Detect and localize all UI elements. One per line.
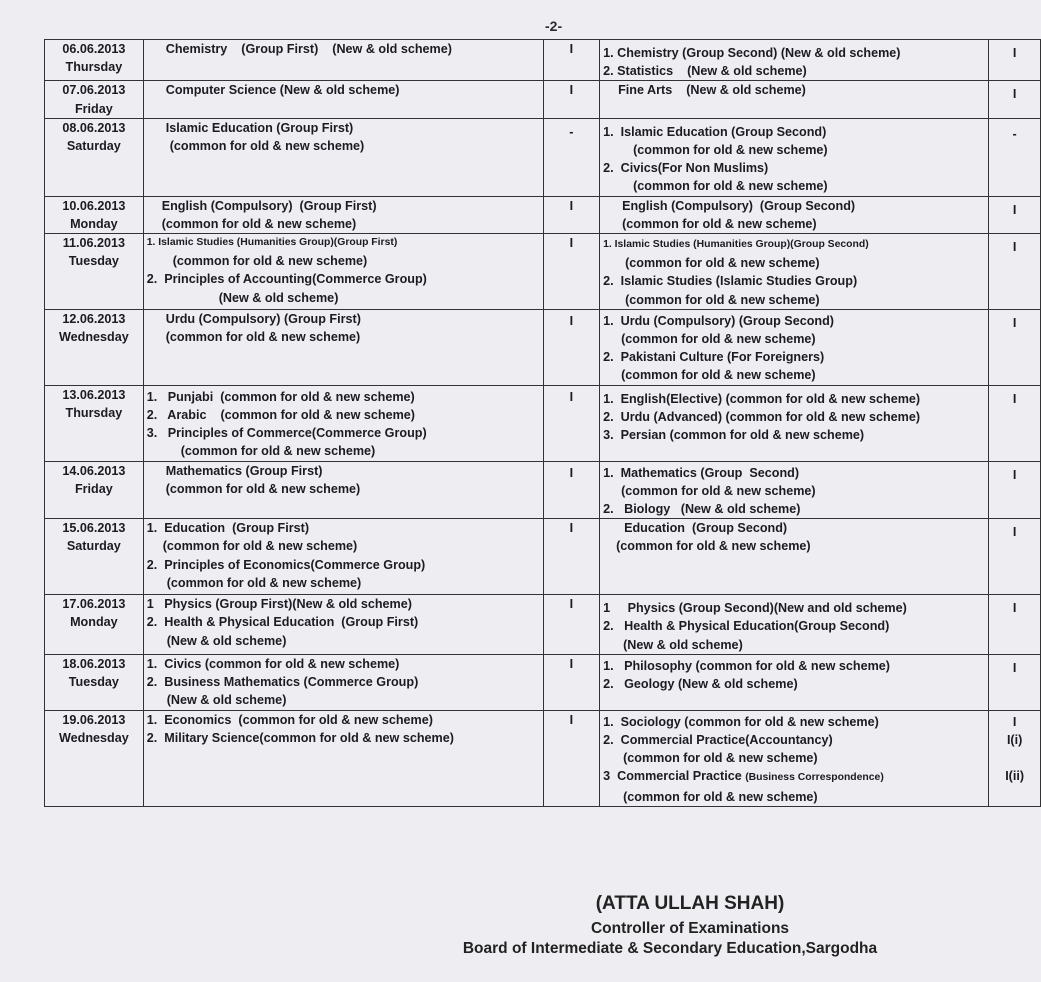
subject-line: English (Compulsory) (Group Second): [622, 198, 856, 213]
subject-line: Urdu (Compulsory) (Group First): [165, 311, 361, 326]
subject-line: English (Compulsory) (Group First): [161, 198, 377, 213]
paper-cell: I: [543, 654, 599, 710]
subject-line: 2. Military Science(common for old & new scheme): [146, 731, 454, 746]
day: Thursday: [65, 405, 123, 420]
subject-line: 3. Principles of Commerce(Commerce Group): [146, 426, 427, 441]
subject-line: (common for old & new scheme): [180, 444, 376, 459]
paper-cell: -: [543, 118, 599, 196]
date: 08.06.2013: [62, 120, 126, 135]
date: 14.06.2013: [62, 463, 126, 478]
day: Wednesday: [58, 731, 129, 746]
paper-code: I: [1012, 714, 1017, 729]
paper-cell: I: [989, 461, 1041, 519]
subject-line: 2. Health & Physical Education(Group Second): [603, 619, 890, 634]
date: 18.06.2013: [62, 656, 126, 671]
subject-line: Fine Arts (New & old scheme): [618, 83, 806, 98]
date-cell: [45, 595, 144, 655]
day: Tuesday: [68, 254, 119, 269]
subject-line: 2. Biology (New & old scheme): [603, 502, 801, 517]
subject-line: 1. Philosophy (common for old & new scheme): [603, 658, 890, 673]
table-row: [45, 234, 1041, 310]
first-paper-cell: [143, 461, 543, 519]
day: Friday: [74, 481, 113, 496]
subject-line: (common for old & new scheme): [616, 539, 811, 554]
table-row: [45, 595, 1041, 655]
first-paper-cell: [143, 234, 543, 310]
subject-line: 2. Urdu (Advanced) (common for old & new scheme): [603, 409, 921, 424]
date: 17.06.2013: [62, 597, 126, 612]
date-cell: [45, 710, 144, 806]
subject-line: (New & old scheme): [623, 637, 743, 652]
first-paper-cell: [143, 81, 543, 118]
subject-note: (Business Correspondence): [745, 772, 884, 784]
date: 11.06.2013: [62, 236, 126, 251]
subject-line: 1. Mathematics (Group Second): [603, 465, 800, 480]
subject-line: 1. Economics (common for old & new scheme): [146, 712, 433, 727]
paper-code: I(ii): [1005, 769, 1025, 784]
paper-cell: I: [989, 595, 1041, 655]
date: 07.06.2013: [62, 83, 126, 98]
paper-cell: I: [989, 196, 1041, 233]
subject-line: 2. Statistics (New & old scheme): [603, 64, 807, 79]
page-number: -2-: [545, 18, 563, 34]
date-cell: [45, 461, 144, 519]
paper-cell: I: [543, 710, 599, 806]
subject-line: Islamic Education (Group First): [165, 120, 354, 135]
paper-cell: I: [543, 81, 599, 118]
subject-line: 2. Civics(For Non Muslims): [603, 161, 769, 176]
subject-line: (common for old & new scheme): [621, 368, 816, 383]
paper-cell: I: [543, 595, 599, 655]
table-row: [45, 519, 1041, 595]
paper-cell: I: [543, 461, 599, 519]
signatory-name: (ATTA ULLAH SHAH): [595, 893, 785, 914]
subject-line: (common for old & new scheme): [162, 539, 358, 554]
day: Wednesday: [58, 330, 129, 345]
subject-line: 2. Principles of Economics(Commerce Group): [146, 557, 426, 572]
subject-line: (common for old & new scheme): [169, 139, 365, 154]
subject-line: Computer Science (New & old scheme): [165, 83, 400, 98]
first-paper-cell: [143, 309, 543, 385]
first-paper-cell: [143, 595, 543, 655]
second-paper-cell: [600, 234, 989, 310]
subject-line: 1. Education (Group First): [146, 521, 310, 536]
second-paper-cell: [600, 461, 989, 519]
subject-line: (common for old & new scheme): [621, 483, 816, 498]
subject-line: [603, 767, 985, 787]
paper-cell: I: [543, 385, 599, 461]
day: Monday: [70, 216, 118, 231]
date-cell: [45, 309, 144, 385]
day: Friday: [74, 101, 113, 116]
subject-line: 1. Islamic Studies (Humanities Group)(Group Second): [603, 239, 869, 251]
subject-line: (common for old & new scheme): [166, 575, 362, 590]
first-paper-cell: [143, 654, 543, 710]
subject-line: (New & old scheme): [218, 290, 339, 305]
subject-line: 1 Physics (Group Second)(New and old scheme): [603, 601, 907, 616]
subject-line: 2. Business Mathematics (Commerce Group): [146, 675, 419, 690]
paper-cell: [989, 710, 1041, 806]
subject-line: 2. Arabic (common for old & new scheme): [146, 407, 415, 422]
paper-cell: I: [543, 196, 599, 233]
board-name: Board of Intermediate & Secondary Education,Sargodha: [462, 940, 878, 957]
table-row: [45, 385, 1041, 461]
subject-line: (common for old & new scheme): [625, 292, 820, 307]
table-row: [45, 710, 1041, 806]
subject-line: 2. Health & Physical Education (Group First): [146, 615, 419, 630]
date-cell: [45, 40, 144, 81]
second-paper-cell: [600, 710, 989, 806]
subject-line: 1. Chemistry (Group Second) (New & old scheme): [603, 46, 901, 60]
subject-line: (common for old & new scheme): [172, 254, 368, 269]
second-paper-cell: [600, 81, 989, 118]
paper-code: I(i): [1006, 733, 1023, 748]
first-paper-cell: [143, 710, 543, 806]
subject-line: 2. Geology (New & old scheme): [603, 677, 798, 692]
table-row: [45, 81, 1041, 118]
first-paper-cell: [143, 118, 543, 196]
paper-cell: I: [989, 40, 1041, 81]
second-paper-cell: [600, 385, 989, 461]
first-paper-cell: [143, 196, 543, 233]
table-row: [45, 461, 1041, 519]
subject-line: (New & old scheme): [166, 693, 287, 708]
table-row: [45, 196, 1041, 233]
second-paper-cell: [600, 519, 989, 595]
subject-line: 3. Persian (common for old & new scheme): [603, 428, 865, 443]
second-paper-cell: [600, 118, 989, 196]
subject-line: (common for old & new scheme): [165, 481, 361, 496]
table-row: [45, 654, 1041, 710]
subject-line: Mathematics (Group First): [165, 463, 323, 478]
subject-line: 1. Islamic Studies (Humanities Group)(Group First): [146, 237, 398, 249]
paper-cell: I: [989, 519, 1041, 595]
date-cell: [45, 196, 144, 233]
day: Tuesday: [68, 675, 119, 690]
day: Saturday: [66, 539, 121, 554]
table-row: [45, 118, 1041, 196]
paper-cell: I: [543, 40, 599, 81]
subject-line: (common for old & new scheme): [623, 789, 818, 804]
second-paper-cell: [600, 196, 989, 233]
subject-line: Chemistry (Group First) (New & old scheme): [165, 42, 452, 56]
subject-line: (common for old & new scheme): [165, 330, 361, 345]
date-cell: [45, 385, 144, 461]
subject-line: (common for old & new scheme): [621, 332, 816, 347]
day: Saturday: [66, 139, 121, 154]
subject-line: 1. Islamic Education (Group Second): [603, 124, 827, 139]
subject-line: Education (Group Second): [624, 521, 788, 536]
subject-line: (common for old & new scheme): [625, 256, 820, 271]
subject-line: 1. Urdu (Compulsory) (Group Second): [603, 313, 834, 328]
date-cell: [45, 519, 144, 595]
first-paper-cell: [143, 519, 543, 595]
paper-cell: I: [989, 385, 1041, 461]
subject-text: 3 Commercial Practice: [603, 769, 746, 784]
date-sheet-table: [44, 39, 1041, 807]
subject-line: (New & old scheme): [166, 633, 287, 648]
day: Thursday: [65, 60, 123, 75]
second-paper-cell: [600, 595, 989, 655]
first-paper-cell: [143, 40, 543, 81]
subject-line: 1 Physics (Group First)(New & old scheme): [146, 597, 412, 612]
paper-cell: I: [989, 654, 1041, 710]
second-paper-cell: [600, 40, 989, 81]
subject-line: 2. Pakistani Culture (For Foreigners): [603, 350, 825, 365]
subject-line: 1. Civics (common for old & new scheme): [146, 656, 400, 671]
table-row: [45, 309, 1041, 385]
subject-line: (common for old & new scheme): [633, 179, 828, 194]
paper-cell: I: [989, 81, 1041, 118]
date-cell: [45, 81, 144, 118]
subject-line: 2. Commercial Practice(Accountancy): [603, 733, 833, 748]
paper-cell: I: [989, 234, 1041, 310]
subject-line: 1. English(Elective) (common for old & new scheme): [603, 391, 921, 406]
subject-line: (common for old & new scheme): [633, 143, 828, 158]
date-cell: [45, 118, 144, 196]
paper-cell: I: [543, 234, 599, 310]
day: Monday: [70, 615, 118, 630]
first-paper-cell: [143, 385, 543, 461]
subject-line: 1. Punjabi (common for old & new scheme): [146, 389, 415, 404]
subject-line: (common for old & new scheme): [622, 216, 817, 231]
subject-line: 2. Principles of Accounting(Commerce Group): [146, 272, 427, 287]
subject-line: (common for old & new scheme): [161, 216, 357, 231]
subject-line: 2. Islamic Studies (Islamic Studies Group): [603, 274, 858, 289]
date: 12.06.2013: [62, 311, 126, 326]
paper-cell: -: [989, 118, 1041, 196]
date: 19.06.2013: [62, 712, 126, 727]
subject-line: 1. Sociology (common for old & new scheme): [603, 714, 879, 729]
table-row: [45, 40, 1041, 81]
paper-cell: I: [543, 519, 599, 595]
paper-cell: I: [989, 309, 1041, 385]
signatory-title: Controller of Examinations: [590, 920, 790, 937]
date: 06.06.2013: [62, 42, 126, 56]
date: 15.06.2013: [62, 521, 126, 536]
date-cell: [45, 654, 144, 710]
subject-line: (common for old & new scheme): [623, 751, 818, 766]
date-cell: [45, 234, 144, 310]
second-paper-cell: [600, 309, 989, 385]
date: 10.06.2013: [62, 198, 126, 213]
second-paper-cell: [600, 654, 989, 710]
paper-cell: I: [543, 309, 599, 385]
date: 13.06.2013: [62, 387, 126, 402]
